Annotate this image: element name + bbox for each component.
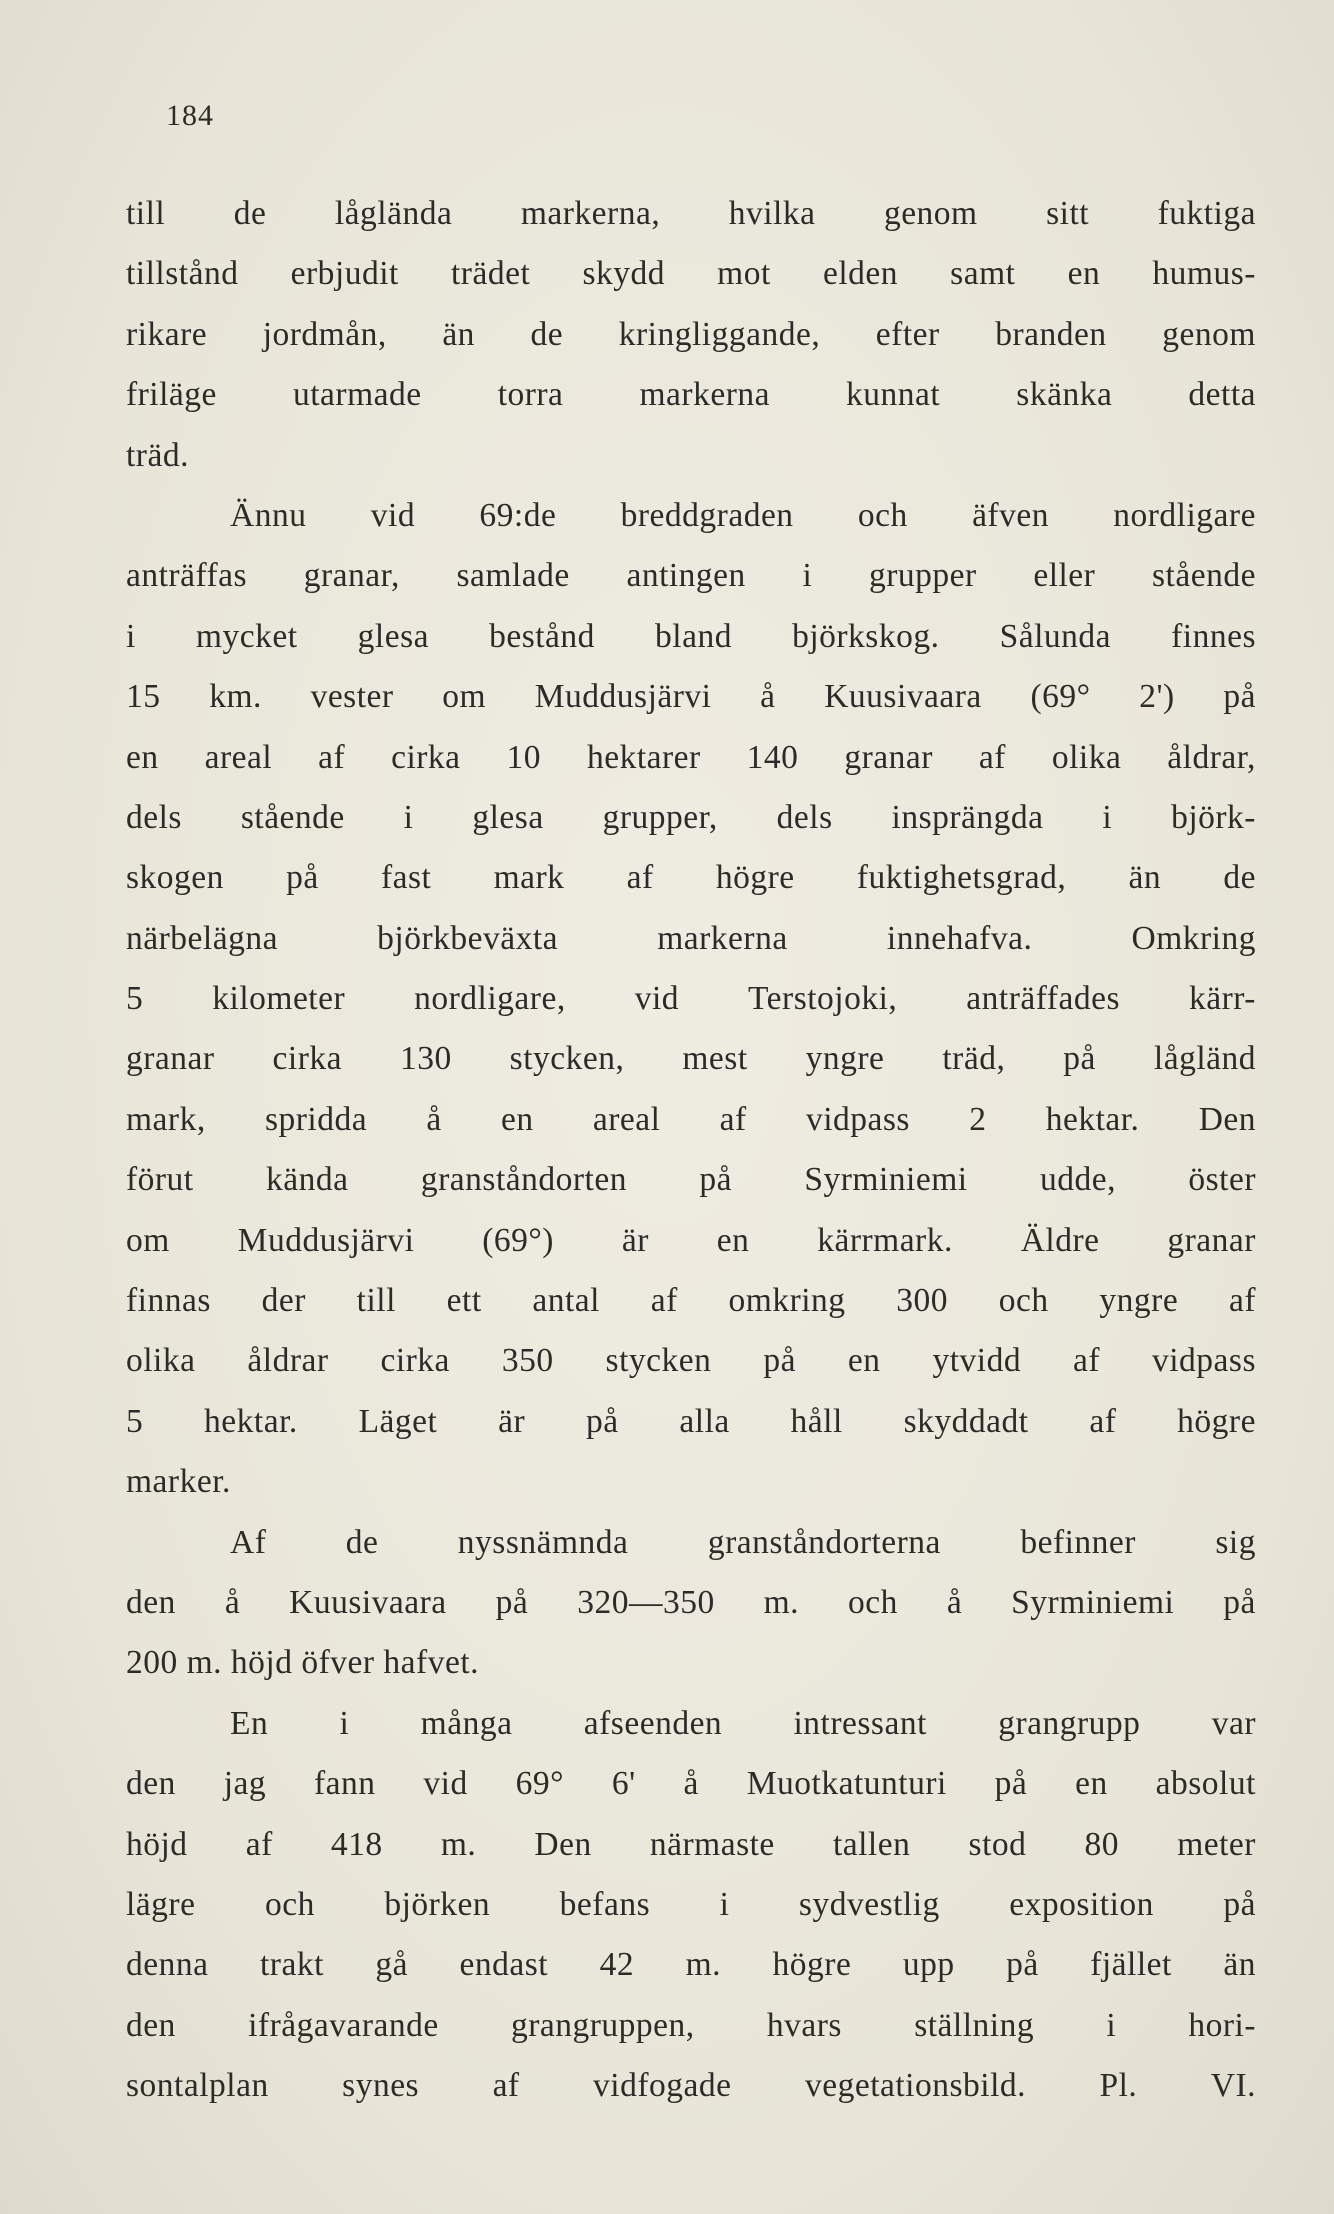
text-line: den å Kuusivaara på 320—350 m. och å Syrminiemi på <box>126 1583 1256 1621</box>
text-line: om Muddusjärvi (69°) är en kärrmark. Äldre granar <box>126 1221 1256 1259</box>
text-line: denna trakt gå endast 42 m. högre upp på fjället än <box>126 1946 1256 1984</box>
paragraph-start-line: En i många afseenden intressant grangrupp var <box>230 1704 1256 1742</box>
text-line: olika åldrar cirka 350 stycken på en ytvidd af vidpass <box>126 1342 1256 1380</box>
page-number: 184 <box>166 99 214 132</box>
text-line: granar cirka 130 stycken, mest yngre träd, på lågländ <box>126 1040 1256 1078</box>
text-line: 200 m. höjd öfver hafvet. <box>126 1644 479 1682</box>
text-line: förut kända granståndorten på Syrminiemi udde, öster <box>126 1161 1256 1199</box>
text-line: 5 kilometer nordligare, vid Terstojoki, anträffades kärr- <box>126 980 1256 1018</box>
text-line: träd. <box>126 436 189 474</box>
text-line: anträffas granar, samlade antingen i grupper eller stående <box>126 557 1256 595</box>
body-text <box>126 184 1256 2117</box>
text-line: den jag fann vid 69° 6' å Muotkatunturi på en absolut <box>126 1765 1256 1803</box>
text-line: höjd af 418 m. Den närmaste tallen stod 80 meter <box>126 1825 1256 1863</box>
paragraph-start-line: Ännu vid 69:de breddgraden och äfven nordligare <box>230 496 1256 534</box>
text-line: i mycket glesa bestånd bland björkskog. Sålunda finnes <box>126 617 1256 655</box>
text-line: friläge utarmade torra markerna kunnat skänka detta <box>126 376 1256 414</box>
text-line: skogen på fast mark af högre fuktighetsgrad, än de <box>126 859 1256 897</box>
text-line: 5 hektar. Läget är på alla håll skyddadt af högre <box>126 1402 1256 1440</box>
text-line: tillstånd erbjudit trädet skydd mot elden samt en humus- <box>126 255 1256 293</box>
text-line: till de låglända markerna, hvilka genom sitt fuktiga <box>126 195 1256 232</box>
text-line: lägre och björken befans i sydvestlig exposition på <box>126 1885 1256 1923</box>
text-line: en areal af cirka 10 hektarer 140 granar af olika åldrar, <box>126 738 1256 776</box>
text-line: finnas der till ett antal af omkring 300 och yngre af <box>126 1282 1256 1320</box>
text-line: marker. <box>126 1463 231 1501</box>
text-line: sontalplan synes af vidfogade vegetationsbild. Pl. VI. <box>126 2067 1256 2105</box>
text-line: den ifrågavarande grangruppen, hvars ställning i hori- <box>126 2006 1256 2044</box>
text-line: 15 km. vester om Muddusjärvi å Kuusivaara (69° 2') på <box>126 678 1256 716</box>
text-line: mark, spridda å en areal af vidpass 2 hektar. Den <box>126 1100 1256 1138</box>
text-line: närbelägna björkbeväxta markerna innehafva. Omkring <box>126 919 1256 957</box>
text-line: rikare jordmån, än de kringliggande, efter branden genom <box>126 315 1256 353</box>
paragraph-start-line: Af de nyssnämnda granståndorterna befinner sig <box>230 1523 1256 1561</box>
text-line: dels stående i glesa grupper, dels insprängda i björk- <box>126 798 1256 836</box>
